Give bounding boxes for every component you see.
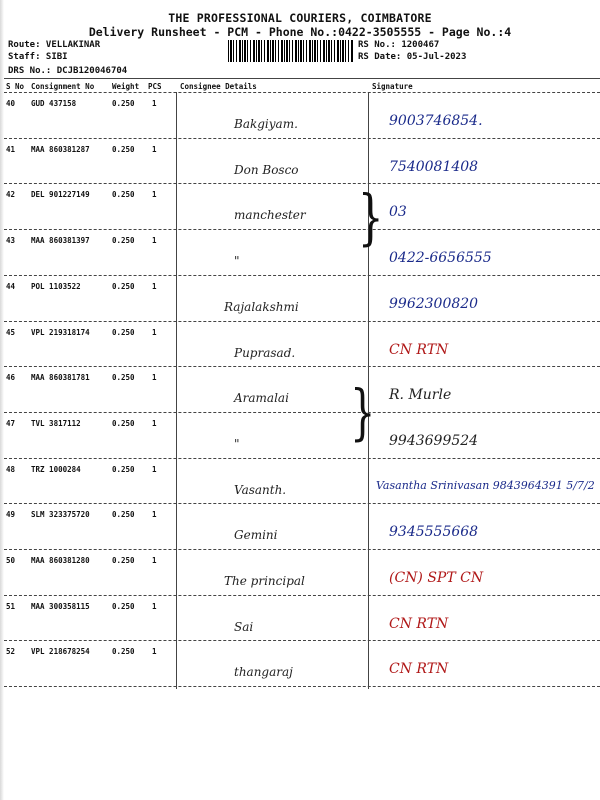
rs-date: RS Date: 05-Jul-2023: [358, 52, 467, 62]
row-signature: CN RTN: [389, 341, 449, 358]
col-weight-header: Weight: [112, 82, 140, 91]
row-sno: 46: [6, 373, 16, 383]
table-row: [4, 143, 600, 188]
row-signature: 9003746854.: [389, 113, 483, 129]
row-sno: 43: [6, 236, 16, 246]
table-row: [4, 417, 600, 462]
row-consignment-no: SLM 323375720: [31, 510, 90, 520]
col-signature-header: Signature: [372, 82, 413, 91]
row-weight: 0.250: [112, 236, 135, 246]
row-signature: (CN) SPT CN: [389, 570, 484, 586]
row-weight: 0.250: [112, 464, 135, 474]
row-signature: 9962300820: [389, 295, 479, 312]
row-sno: 52: [6, 647, 16, 657]
group-brace: }: [358, 183, 384, 253]
row-consignee-name: Puprasad.: [234, 345, 296, 360]
row-weight: 0.250: [112, 99, 135, 108]
row-consignee-name: Sai: [234, 619, 254, 634]
row-signature: CN RTN: [389, 661, 449, 678]
row-pcs: 1: [152, 510, 157, 520]
table-row: [4, 280, 600, 325]
row-weight: 0.250: [112, 418, 135, 428]
row-signature: 9943699524: [389, 432, 479, 449]
row-pcs: 1: [152, 556, 157, 565]
row-separator: [4, 366, 600, 367]
barcode: [228, 40, 353, 62]
header-bottom-rule: [4, 92, 600, 93]
col-consignee-header: Consignee Details: [180, 82, 257, 91]
row-pcs: 1: [152, 190, 157, 200]
row-sno: 48: [6, 464, 16, 474]
col-consignment-header: Consignment No: [31, 82, 95, 91]
header-top-rule: [4, 78, 600, 79]
row-sno: 40: [6, 99, 16, 108]
row-pcs: 1: [152, 281, 157, 291]
row-consignment-no: TVL 3817112: [31, 418, 81, 428]
row-consignment-no: MAA 300358115: [31, 601, 90, 611]
row-consignee-name: Don Bosco: [234, 162, 299, 177]
group-brace: }: [350, 378, 376, 448]
row-sno: 51: [6, 601, 16, 611]
row-signature: 7540081408: [389, 158, 479, 175]
row-sno: 41: [6, 144, 16, 154]
table-row: [4, 645, 600, 690]
drs-number: DRS No.: DCJB120046704: [8, 66, 128, 76]
row-pcs: 1: [152, 601, 157, 611]
row-consignee-name: Rajalakshmi: [224, 299, 299, 314]
row-pcs: 1: [152, 373, 157, 383]
row-weight: 0.250: [112, 601, 135, 611]
row-separator: [4, 183, 600, 184]
row-signature: 9345555668: [389, 524, 479, 541]
staff-label: Staff: SIBI: [8, 52, 68, 62]
row-consignee-name: Aramalai: [234, 391, 289, 406]
col-sno-header: S No: [6, 82, 25, 91]
route-label: Route: VELLAKINAR: [8, 40, 101, 50]
row-consignee-name: ": [234, 254, 240, 269]
row-weight: 0.250: [112, 190, 135, 200]
row-pcs: 1: [152, 464, 157, 474]
row-consignment-no: MAA 860381287: [31, 144, 90, 154]
row-consignee-name: ": [234, 436, 240, 451]
row-signature: R. Murle: [389, 387, 452, 404]
table-row: [4, 554, 600, 599]
row-weight: 0.250: [112, 281, 135, 291]
table-row: [4, 234, 600, 279]
row-pcs: 1: [152, 647, 157, 657]
table-row: [4, 371, 600, 416]
col-pcs-header: PCS: [148, 82, 162, 91]
row-sno: 45: [6, 327, 16, 337]
row-consignment-no: GUD 437158: [31, 99, 77, 108]
row-consignee-name: thangaraj: [234, 665, 293, 680]
row-signature: CN RTN: [389, 615, 449, 632]
row-separator: [4, 321, 600, 322]
row-consignment-no: MAA 860381781: [31, 373, 90, 383]
row-sno: 42: [6, 190, 16, 200]
row-consignment-no: MAA 860381397: [31, 236, 90, 246]
row-weight: 0.250: [112, 556, 135, 565]
row-consignee-name: manchester: [234, 208, 306, 223]
row-pcs: 1: [152, 327, 157, 337]
row-consignee-name: Gemini: [234, 528, 278, 543]
row-separator: [4, 275, 600, 276]
row-separator: [4, 412, 600, 413]
row-consignee-name: Bakgiyam.: [234, 117, 298, 131]
row-signature: 0422-6656555: [389, 250, 492, 267]
row-separator: [4, 595, 600, 596]
row-sno: 49: [6, 510, 16, 520]
row-consignment-no: MAA 860381280: [31, 556, 90, 565]
row-sno: 47: [6, 418, 16, 428]
row-weight: 0.250: [112, 510, 135, 520]
table-row: [4, 97, 600, 142]
table-row: [4, 188, 600, 233]
rs-number: RS No.: 1200467: [358, 40, 440, 50]
row-pcs: 1: [152, 99, 157, 108]
runsheet-subtitle: Delivery Runsheet - PCM - Phone No.:0422-3505555 - Page No.:4: [88, 25, 512, 39]
row-separator: [4, 686, 600, 687]
row-weight: 0.250: [112, 327, 135, 337]
table-row: [4, 463, 600, 508]
row-separator: [4, 229, 600, 230]
row-pcs: 1: [152, 144, 157, 154]
row-consignment-no: VPL 219318174: [31, 327, 90, 337]
row-sno: 50: [6, 556, 16, 565]
row-signature: 03: [389, 204, 407, 221]
row-separator: [4, 549, 600, 550]
row-pcs: 1: [152, 236, 157, 246]
row-consignee-name: The principal: [224, 574, 305, 588]
row-signature: Vasantha Srinivasan 9843964391 5/7/2: [376, 478, 595, 492]
row-consignment-no: DEL 901227149: [31, 190, 90, 200]
row-pcs: 1: [152, 418, 157, 428]
company-title: THE PROFESSIONAL COURIERS, COIMBATORE: [168, 11, 432, 25]
row-consignment-no: VPL 218678254: [31, 647, 90, 657]
row-weight: 0.250: [112, 647, 135, 657]
row-separator: [4, 458, 600, 459]
table-row: [4, 600, 600, 645]
row-separator: [4, 640, 600, 641]
row-weight: 0.250: [112, 373, 135, 383]
row-consignment-no: TRZ 1000284: [31, 464, 81, 474]
row-weight: 0.250: [112, 144, 135, 154]
table-row: [4, 508, 600, 553]
row-separator: [4, 503, 600, 504]
table-row: [4, 326, 600, 371]
row-sno: 44: [6, 281, 16, 291]
row-consignment-no: POL 1103522: [31, 281, 81, 291]
row-consignee-name: Vasanth.: [234, 482, 287, 497]
row-separator: [4, 138, 600, 139]
